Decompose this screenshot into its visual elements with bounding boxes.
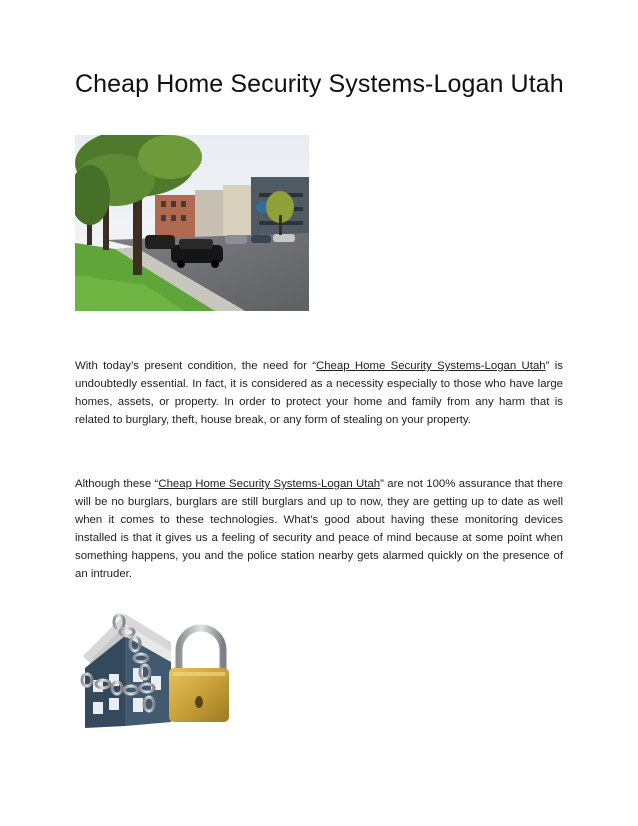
link-cheap-home-security-2[interactable]: Cheap Home Security Systems-Logan Utah — [158, 478, 381, 490]
paragraph-assurance — [75, 475, 563, 583]
street-scene-photo — [75, 135, 309, 311]
paragraph-assurance-text-after: ” are not 100% assurance that there will be no burglars, burglars are still burglars and up to now, they are getting up to date as well when it comes to these technologies. What’s good about having these monitoring devices installed is that it gives us a feeling of security and peace of mind because at some point when something happens, you and the police station nearby gets alarmed quickly on the presence of an intruder. — [75, 478, 563, 580]
house-padlock-image — [75, 606, 229, 734]
paragraph-assurance-text-before: Although these “ — [75, 478, 159, 490]
paragraph-intro-text-after: ” is undoubtedly essential. In fact, it is considered as a necessity especially to those who have large homes, assets, or property. In order to protect your home and family from any harm that is related to burglary, theft, house break, or any form of stealing on your property. — [75, 360, 563, 426]
paragraph-intro-text-before: With today’s present condition, the need for “ — [75, 360, 316, 372]
paragraph-intro — [75, 357, 563, 429]
link-cheap-home-security[interactable]: Cheap Home Security Systems-Logan Utah — [316, 360, 546, 372]
page-title: Cheap Home Security Systems-Logan Utah — [75, 70, 564, 98]
